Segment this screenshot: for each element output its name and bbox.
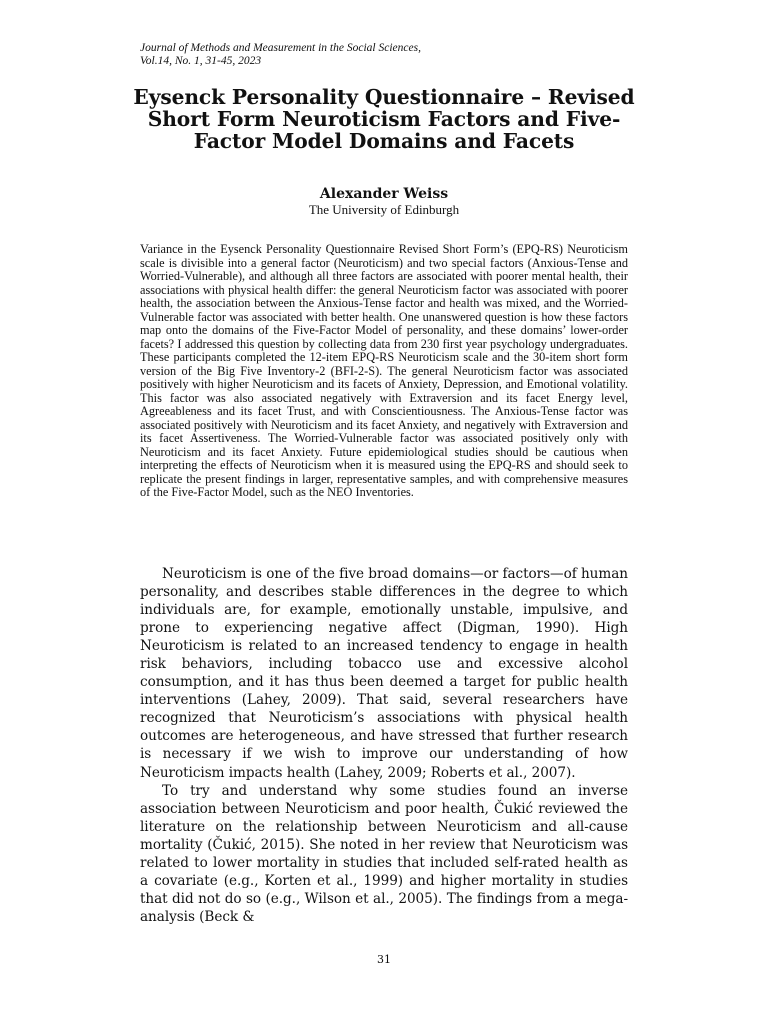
body-text bbox=[140, 565, 628, 926]
body-paragraph-2: To try and understand why some studies found an inverse association between Neuroticism and poor health, Čukić reviewed the literature on the relationship between Neuroticism and all-cause mortality (Čukić, 2015). She noted in her review that Neuroticism was related to lower mortality in studies that included self-rated health as a covariate (e.g., Korten et al., 1999) and higher mortality in studies that did not do so (e.g., Wilson et al., 2005). The findings from a mega-analysis (Beck & bbox=[140, 782, 628, 925]
journal-citation bbox=[140, 42, 421, 68]
author-affiliation: The University of Edinburgh bbox=[308, 202, 460, 217]
page-number: 31 bbox=[377, 953, 391, 966]
body-paragraph-1: Neuroticism is one of the five broad domains—or factors—of human personality, and describes stable differences in the degree to which individuals are, for example, emotionally unstable, impulsive, and prone to experiencing negative affect (Digman, 1990). High Neuroticism is related to an increased tendency to engage in health risk behaviors, including tobacco use and excessive alcohol consumption, and it has thus been deemed a target for public health interventions (Lahey, 2009). That said, several researchers have recognized that Neuroticism’s associations with physical health outcomes are heterogeneous, and have stressed that further research is necessary if we wish to improve our understanding of how Neuroticism impacts health (Lahey, 2009; Roberts et al., 2007). bbox=[140, 566, 628, 781]
abstract: Variance in the Eysenck Personality Questionnaire Revised Short Form’s (EPQ-RS) Neuroticism scale is divisible into a general factor (Neuroticism) and two special factors (Anxious-Tense and Worried-Vulnerable), and although all three factors are associated with poorer mental health, their associations with physical health differ: the general Neuroticism factor was associated with poorer health, the association between the Anxious-Tense factor and health was mixed, and the Worried-Vulnerable factor was associated with better health. One unanswered question is how these factors map onto the domains of the Five-Factor Model of personality, and these domains’ lower-order facets? I addressed this question by collecting data from 230 first year psychology undergraduates. These participants completed the 12-item EPQ-RS Neuroticism scale and the 30-item short form version of the Big Five Inventory-2 (BFI-2-S). The general Neuroticism factor was associated positively with higher Neuroticism and its facets of Anxiety, Depression, and Emotional volatility. This factor was also associated negatively with Extraversion and its facet Energy level, Agreeableness and its facet Trust, and with Conscientiousness. The Anxious-Tense factor was associated positively with Neuroticism and its facet Anxiety, and negatively with Extraversion and its facet Assertiveness. The Worried-Vulnerable factor was associated positively only with Neuroticism and its facet Anxiety. Future epidemiological studies should be cautious when interpreting the effects of Neuroticism when it is measured using the EPQ-RS and should seek to replicate the present findings in larger, representative samples, and with comprehensive measures of the Five-Factor Model, such as the NEO Inventories. bbox=[140, 242, 628, 499]
article-title: Eysenck Personality Questionnaire – Revised Short Form Neuroticism Factors and Five-Factor Model Domains and Facets bbox=[133, 85, 635, 153]
journal-volume: Vol.14, No. 1, 31-45, 2023 bbox=[140, 55, 262, 67]
author-name: Alexander Weiss bbox=[319, 186, 449, 202]
journal-name: Journal of Methods and Measurement in the Social Sciences, bbox=[140, 42, 421, 54]
